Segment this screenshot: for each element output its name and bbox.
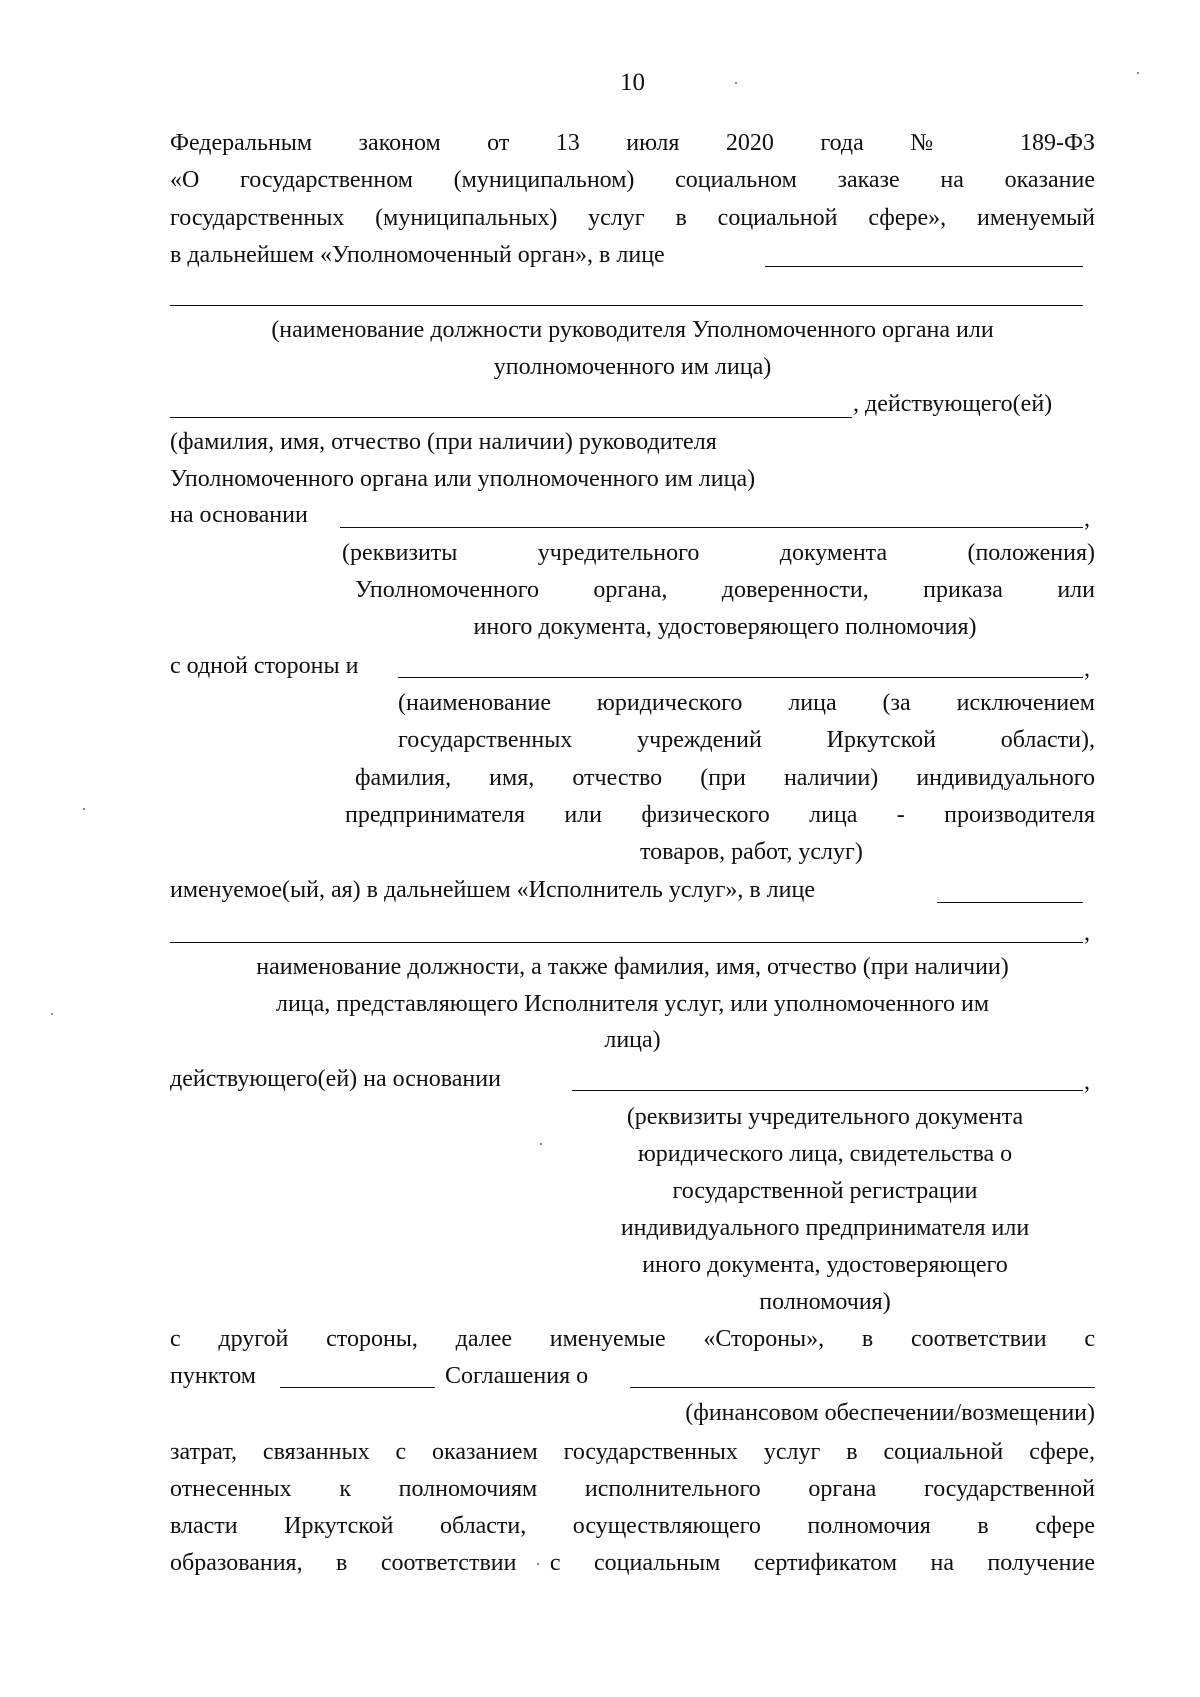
caption-line: Уполномоченного органа или уполномоченного им лица) [170, 466, 756, 492]
text-line: действующего(ей) на основании [170, 1066, 501, 1092]
text-line: пунктом [170, 1363, 256, 1389]
fill-in-blank[interactable] [572, 1090, 1083, 1091]
caption-line: юридического лица, свидетельства о [637, 1141, 1013, 1167]
caption-line: товаров, работ, услуг) [640, 839, 863, 865]
fill-in-blank[interactable] [170, 305, 1083, 306]
caption-line: индивидуального предпринимателя или [620, 1215, 1030, 1241]
text-line: именуемое(ый, ая) в дальнейшем «Исполнитель услуг», в лице [170, 877, 815, 903]
text-line: власти Иркутской области, осуществляющего полномочия в сфере [170, 1513, 1095, 1539]
text-line: , действующего(ей) [853, 391, 1053, 417]
fill-in-blank[interactable] [398, 677, 1083, 678]
page-number: 10 [620, 69, 645, 96]
scan-speck [540, 1143, 542, 1145]
caption-line: полномочия) [759, 1289, 891, 1315]
text-line: с одной стороны и [170, 653, 359, 679]
caption-line: иного документа, удостоверяющего полномочия) [473, 614, 977, 640]
comma: , [1084, 656, 1090, 682]
caption-line: иного документа, удостоверяющего [642, 1252, 1008, 1278]
caption-line: фамилия, имя, отчество (при наличии) индивидуального [355, 765, 1095, 791]
text-line: образования, в соответствии с социальным сертификатом на получение [170, 1550, 1095, 1576]
comma: , [1084, 920, 1090, 946]
text-line: государственных (муниципальных) услуг в социальной сфере», именуемый [170, 205, 1095, 231]
comma: , [1084, 506, 1090, 532]
scan-speck [735, 82, 737, 84]
text-line: Федеральным законом от 13 июля 2020 года № 189-ФЗ [170, 130, 1095, 156]
text-line: на основании [170, 502, 308, 528]
fill-in-blank[interactable] [280, 1387, 435, 1388]
caption-line: лица) [604, 1027, 661, 1053]
fill-in-blank[interactable] [340, 527, 1083, 528]
caption-line: Уполномоченного органа, доверенности, приказа или [355, 577, 1095, 603]
text-line: в дальнейшем «Уполномоченный орган», в лице [170, 242, 665, 268]
caption-line: (наименование должности руководителя Уполномоченного органа или [271, 317, 994, 343]
caption-line: уполномоченного им лица) [493, 354, 772, 380]
caption-line: (наименование юридического лица (за исключением [398, 690, 1095, 716]
caption-line: лица, представляющего Исполнителя услуг, или уполномоченного им [275, 991, 990, 1017]
text-line: отнесенных к полномочиям исполнительного органа государственной [170, 1476, 1095, 1502]
caption-line: предпринимателя или физического лица - производителя [345, 802, 1095, 828]
text-line: затрат, связанных с оказанием государственных услуг в социальной сфере, [170, 1439, 1095, 1465]
fill-in-blank[interactable] [170, 942, 1083, 943]
fill-in-blank[interactable] [630, 1387, 1095, 1388]
caption-line: (реквизиты учредительного документа [626, 1104, 1024, 1130]
caption-line: государственных учреждений Иркутской области), [398, 727, 1095, 753]
comma: , [1084, 1069, 1090, 1095]
fill-in-blank[interactable] [765, 266, 1083, 267]
text-line: с другой стороны, далее именуемые «Стороны», в соответствии с [170, 1326, 1095, 1352]
caption-line: наименование должности, а также фамилия, имя, отчество (при наличии) [256, 954, 1009, 980]
fill-in-blank[interactable] [170, 417, 852, 418]
fill-in-blank[interactable] [937, 902, 1083, 903]
scan-speck [51, 1013, 53, 1015]
caption-line: (фамилия, имя, отчество (при наличии) руководителя [170, 429, 717, 455]
caption-line: государственной регистрации [672, 1178, 978, 1204]
caption-line: (финансовом обеспечении/возмещении) [685, 1400, 1095, 1426]
text-line: Соглашения о [445, 1363, 589, 1389]
scan-speck [83, 808, 85, 810]
caption-line: (реквизиты учредительного документа (положения) [342, 540, 1095, 566]
scan-speck [1137, 72, 1139, 74]
text-line: «О государственном (муниципальном) социальном заказе на оказание [170, 167, 1095, 193]
